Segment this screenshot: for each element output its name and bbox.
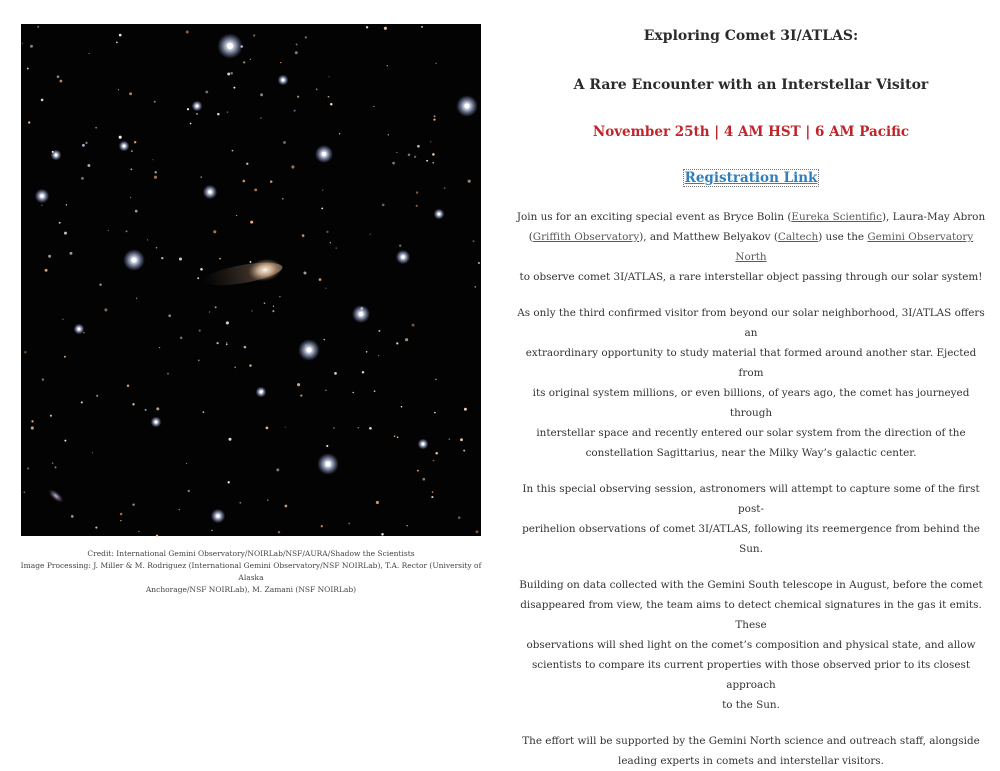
faint-star — [31, 426, 34, 429]
faint-star — [55, 466, 57, 468]
faint-star — [270, 180, 273, 183]
faint-star — [154, 101, 156, 103]
faint-star — [119, 136, 122, 139]
faint-star — [408, 154, 411, 157]
faint-star — [132, 403, 134, 405]
faint-star — [283, 141, 286, 144]
paragraph-line: perihelion observations of comet 3I/ATLAS, following its reemergence from behind the Sun. — [522, 523, 980, 555]
faint-star — [179, 257, 182, 260]
faint-star — [285, 427, 286, 428]
faint-star — [186, 30, 189, 33]
faint-star — [448, 438, 450, 440]
faint-star — [397, 436, 399, 438]
faint-star — [41, 205, 42, 206]
faint-star — [273, 306, 274, 307]
faint-star — [134, 141, 136, 143]
faint-star — [387, 134, 389, 136]
faint-star — [198, 359, 200, 361]
faint-star — [328, 96, 330, 98]
bright-star — [325, 461, 330, 466]
faint-star — [120, 513, 123, 516]
intro-text: ), and Matthew Belyakov ( — [639, 231, 778, 243]
faint-star — [31, 420, 33, 422]
faint-star — [370, 234, 371, 235]
faint-star — [416, 191, 418, 193]
faint-star — [50, 415, 52, 417]
faint-star — [180, 337, 183, 340]
faint-star — [335, 247, 336, 248]
paragraph-line: to the Sun. — [722, 699, 780, 711]
faint-star — [147, 239, 148, 240]
registration-link[interactable]: Registration Link — [684, 170, 818, 186]
faint-star — [48, 255, 51, 258]
faint-star — [119, 34, 122, 37]
support-paragraph — [512, 731, 990, 771]
faint-star — [319, 278, 322, 281]
bright-star — [464, 103, 469, 108]
faint-star — [234, 366, 236, 368]
faint-star — [232, 150, 234, 152]
bright-star — [422, 443, 425, 446]
caption-processing-line-2: Anchorage/NSF NOIRLab), M. Zamani (NSF NOIRLab) — [145, 585, 357, 594]
faint-star — [130, 168, 132, 170]
faint-star — [196, 113, 198, 115]
faint-star — [322, 189, 323, 190]
event-subtitle: A Rare Encounter with an Interstellar Visitor — [573, 77, 929, 93]
faint-star — [249, 364, 251, 366]
paragraph-line: interstellar space and recently entered our solar system from the direction of the — [536, 427, 966, 439]
faint-star — [190, 123, 192, 125]
faint-star — [203, 411, 205, 413]
faint-star — [352, 392, 354, 394]
faint-star — [138, 531, 139, 532]
faint-star — [42, 378, 44, 380]
faint-star — [213, 230, 216, 233]
faint-star — [473, 240, 475, 242]
faint-star — [156, 535, 158, 537]
faint-star — [89, 53, 90, 54]
faint-star — [405, 338, 408, 341]
faint-star — [95, 127, 97, 129]
faint-star — [205, 91, 208, 94]
faint-star — [254, 188, 257, 191]
gemini-south-paragraph — [512, 575, 990, 715]
faint-star — [366, 26, 368, 28]
faint-star — [228, 481, 230, 483]
faint-star — [378, 355, 379, 356]
intro-text: ), Laura-May Abron — [881, 211, 986, 223]
faint-star — [120, 520, 121, 521]
faint-star — [168, 314, 171, 317]
faint-star — [272, 310, 274, 312]
bright-star — [260, 391, 263, 394]
griffith-observatory-link[interactable]: Griffith Observatory — [532, 231, 640, 243]
observing-session-paragraph — [512, 479, 990, 559]
faint-star — [369, 427, 372, 430]
faint-star — [436, 63, 437, 64]
faint-star — [282, 198, 284, 200]
faint-star — [131, 150, 133, 152]
faint-star — [197, 277, 199, 279]
faint-star — [414, 156, 416, 158]
faint-star — [82, 144, 85, 147]
faint-star — [233, 87, 235, 89]
event-title: Exploring Comet 3I/ATLAS: — [643, 28, 859, 44]
faint-star — [250, 59, 251, 60]
bright-star — [123, 145, 126, 148]
faint-star — [432, 491, 433, 492]
faint-star — [118, 89, 119, 90]
gemini-observatory-north-link[interactable]: Gemini Observatory North — [735, 231, 974, 263]
bright-star — [196, 105, 199, 108]
bright-star — [131, 257, 136, 262]
faint-star — [326, 231, 328, 233]
caption-credit: Credit: International Gemini Observatory/NOIRLab/NSF/AURA/Shadow the Scientists — [87, 549, 415, 558]
faint-star — [136, 298, 137, 299]
faint-star — [85, 142, 87, 144]
faint-star — [458, 516, 461, 519]
paragraph-line: extraordinary opportunity to study material that formed around another star. Ejected from — [525, 347, 977, 379]
faint-star — [384, 27, 387, 30]
intro-text: Join us for an exciting special event as Bryce Bolin ( — [516, 211, 792, 223]
faint-star — [300, 395, 302, 397]
comet-starfield-photo — [21, 24, 481, 536]
faint-star — [362, 371, 364, 373]
faint-star — [152, 159, 153, 160]
faint-star — [92, 452, 93, 453]
faint-star — [321, 525, 323, 527]
faint-star — [333, 427, 334, 428]
faint-star — [401, 406, 403, 408]
paragraph-line: In this special observing session, astronomers will attempt to capture some of the first post- — [522, 483, 980, 515]
faint-star — [266, 427, 269, 430]
faint-star — [59, 222, 61, 224]
faint-star — [226, 321, 229, 324]
image-caption — [14, 548, 488, 596]
faint-star — [116, 42, 118, 44]
faint-star — [421, 26, 423, 28]
faint-star — [27, 68, 29, 70]
bright-star — [78, 328, 81, 331]
faint-star — [230, 72, 233, 75]
faint-star — [188, 490, 190, 492]
faint-star — [316, 89, 318, 91]
faint-star — [199, 330, 201, 332]
faint-star — [296, 43, 298, 45]
faint-star — [358, 427, 359, 428]
visitor-paragraph — [512, 303, 990, 463]
starfield-graphic — [21, 24, 481, 536]
faint-star — [276, 468, 279, 471]
faint-star — [243, 61, 245, 63]
faint-star — [303, 271, 306, 274]
faint-star — [57, 75, 60, 78]
faint-star — [104, 308, 107, 311]
faint-star — [373, 106, 374, 107]
faint-star — [186, 463, 187, 464]
faint-star — [211, 530, 212, 531]
faint-star — [464, 408, 467, 411]
bright-star — [401, 255, 405, 259]
faint-star — [209, 311, 210, 312]
faint-star — [434, 115, 436, 117]
paragraph-line: leading experts in comets and interstellar visitors. — [618, 755, 884, 767]
faint-star — [478, 262, 480, 264]
intro-text: ) use the — [818, 231, 868, 243]
faint-star — [376, 501, 379, 504]
faint-star — [200, 268, 203, 271]
faint-star — [251, 310, 253, 312]
intro-text: to observe comet 3I/ATLAS, a rare interstellar object passing through our solar system! — [519, 271, 983, 283]
faint-star — [297, 383, 300, 386]
faint-star — [430, 141, 431, 142]
faint-star — [260, 117, 262, 119]
faint-star — [396, 152, 397, 153]
bright-star — [208, 190, 212, 194]
faint-star — [246, 163, 248, 165]
faint-star — [253, 34, 255, 36]
faint-star — [250, 221, 253, 224]
faint-star — [244, 346, 247, 349]
faint-star — [328, 76, 329, 77]
faint-star — [278, 531, 280, 533]
faint-star — [325, 288, 326, 289]
faint-star — [242, 180, 245, 183]
faint-star — [30, 45, 33, 48]
faint-star — [285, 505, 288, 508]
faint-star — [432, 153, 435, 156]
faint-star — [83, 332, 84, 333]
faint-star — [87, 164, 90, 167]
faint-star — [348, 523, 350, 525]
faint-star — [399, 245, 401, 247]
faint-star — [326, 445, 328, 447]
faint-star — [156, 247, 157, 248]
faint-star — [22, 43, 23, 44]
faint-star — [444, 187, 446, 189]
paragraph-line: its original system millions, or even billions, of years ago, the comet has journeyed through — [532, 387, 970, 419]
faint-star — [216, 342, 218, 344]
faint-star — [433, 118, 435, 120]
faint-star — [339, 133, 340, 134]
faint-star — [382, 204, 385, 207]
faint-star — [219, 258, 221, 260]
faint-star — [295, 51, 298, 54]
faint-star — [412, 324, 415, 327]
faint-star — [227, 73, 230, 76]
faint-star — [70, 252, 73, 255]
bright-star — [40, 194, 44, 198]
faint-star — [62, 319, 63, 320]
caption-processing-line-1: Image Processing: J. Miller & M. Rodriguez (International Gemini Observatory/NSF NOIRLab), T.A. Rector (University of Alaska — [20, 561, 482, 582]
faint-star — [378, 330, 380, 332]
faint-star — [66, 204, 67, 205]
paragraph-line: constellation Sagittarius, near the Milky Way’s galactic center. — [585, 447, 917, 459]
faint-star — [279, 296, 281, 298]
faint-star — [416, 205, 418, 207]
faint-star — [294, 110, 296, 112]
faint-star — [37, 26, 39, 28]
faint-star — [154, 176, 157, 179]
faint-star — [374, 390, 376, 392]
faint-star — [325, 390, 326, 391]
bright-star — [322, 152, 327, 157]
faint-star — [381, 533, 384, 536]
bright-star — [282, 79, 285, 82]
faint-star — [129, 92, 132, 95]
faint-star — [431, 496, 433, 498]
faint-star — [179, 509, 180, 510]
faint-star — [297, 96, 299, 98]
faint-star — [422, 478, 425, 481]
faint-star — [305, 36, 307, 38]
bright-star — [55, 154, 58, 157]
faint-star — [27, 467, 29, 469]
faint-star — [132, 503, 134, 505]
faint-star — [81, 401, 83, 403]
faint-star — [396, 342, 398, 344]
bright-star — [306, 347, 311, 352]
faint-star — [394, 435, 396, 437]
faint-star — [64, 440, 66, 442]
bright-star — [227, 43, 233, 49]
faint-star — [41, 99, 44, 102]
faint-star — [64, 356, 66, 358]
faint-star — [52, 462, 54, 464]
faint-star — [59, 80, 62, 83]
faint-star — [260, 93, 263, 96]
event-date-time: November 25th | 4 AM HST | 6 AM Pacific — [592, 124, 910, 140]
faint-star — [145, 409, 147, 411]
faint-star — [406, 525, 407, 526]
faint-star — [280, 62, 281, 63]
faint-star — [392, 162, 395, 165]
faint-star — [161, 257, 163, 259]
faint-star — [267, 499, 268, 500]
faint-star — [433, 460, 435, 462]
faint-star — [417, 145, 420, 148]
faint-star — [435, 379, 437, 381]
faint-star — [228, 438, 231, 441]
faint-star — [127, 384, 129, 386]
faint-star — [135, 210, 138, 213]
intro-paragraph — [512, 207, 990, 287]
faint-star — [463, 450, 465, 452]
faint-star — [291, 165, 294, 168]
faint-star — [250, 261, 252, 263]
paragraph-line: observations will shed light on the comet’s composition and physical state, and allow — [526, 639, 976, 651]
faint-star — [156, 407, 159, 410]
faint-star — [324, 339, 325, 340]
faint-star — [334, 372, 337, 375]
faint-star — [215, 306, 217, 308]
faint-star — [217, 113, 220, 116]
faint-star — [187, 108, 189, 110]
faint-star — [24, 492, 25, 493]
faint-star — [99, 284, 101, 286]
faint-star — [264, 302, 266, 304]
faint-star — [226, 344, 228, 346]
caltech-link[interactable]: Caltech — [777, 231, 819, 243]
paragraph-line: The effort will be supported by the Gemini North science and outreach staff, alongside — [522, 735, 980, 747]
faint-star — [475, 286, 476, 287]
faint-star — [81, 177, 84, 180]
intro-text: ( — [528, 231, 533, 243]
faint-star — [95, 527, 97, 529]
faint-star — [96, 395, 98, 397]
faint-star — [64, 232, 67, 235]
faint-star — [417, 470, 419, 472]
faint-star — [435, 452, 438, 455]
image-column — [0, 0, 500, 624]
faint-star — [476, 530, 479, 533]
bright-star — [438, 213, 441, 216]
paragraph-line: disappeared from view, the team aims to detect chemical signatures in the gas it emits. These — [520, 599, 982, 631]
paragraph-line: As only the third confirmed visitor from beyond our solar neighborhood, 3I/ATLAS offers an — [517, 307, 985, 339]
paragraph-line: scientists to compare its current properties with those observed prior to its closest approach — [531, 659, 971, 691]
faint-star — [126, 230, 128, 232]
faint-star — [45, 269, 48, 272]
faint-star — [434, 412, 436, 414]
faint-star — [468, 180, 471, 183]
bright-star — [155, 421, 158, 424]
faint-star — [24, 351, 26, 353]
faint-star — [167, 373, 169, 375]
faint-star — [71, 515, 74, 518]
faint-star — [154, 171, 156, 173]
faint-star — [432, 162, 434, 164]
faint-star — [159, 347, 160, 348]
faint-star — [227, 111, 228, 112]
faint-star — [387, 65, 388, 66]
event-details — [512, 24, 990, 771]
faint-star — [239, 502, 241, 504]
faint-star — [321, 208, 323, 210]
faint-star — [226, 342, 227, 343]
faint-star — [330, 242, 331, 243]
bright-star — [216, 514, 220, 518]
faint-star — [366, 351, 368, 353]
paragraph-line: Building on data collected with the Gemini South telescope in August, before the comet — [519, 579, 983, 591]
faint-star — [130, 197, 131, 198]
faint-star — [236, 215, 237, 216]
faint-star — [302, 234, 305, 237]
faint-star — [108, 230, 109, 231]
faint-star — [460, 438, 463, 441]
faint-star — [426, 160, 428, 162]
bright-star — [359, 312, 364, 317]
faint-star — [28, 121, 30, 123]
faint-star — [201, 176, 202, 177]
eureka-scientific-link[interactable]: Eureka Scientific — [791, 211, 882, 223]
faint-star — [330, 103, 332, 105]
